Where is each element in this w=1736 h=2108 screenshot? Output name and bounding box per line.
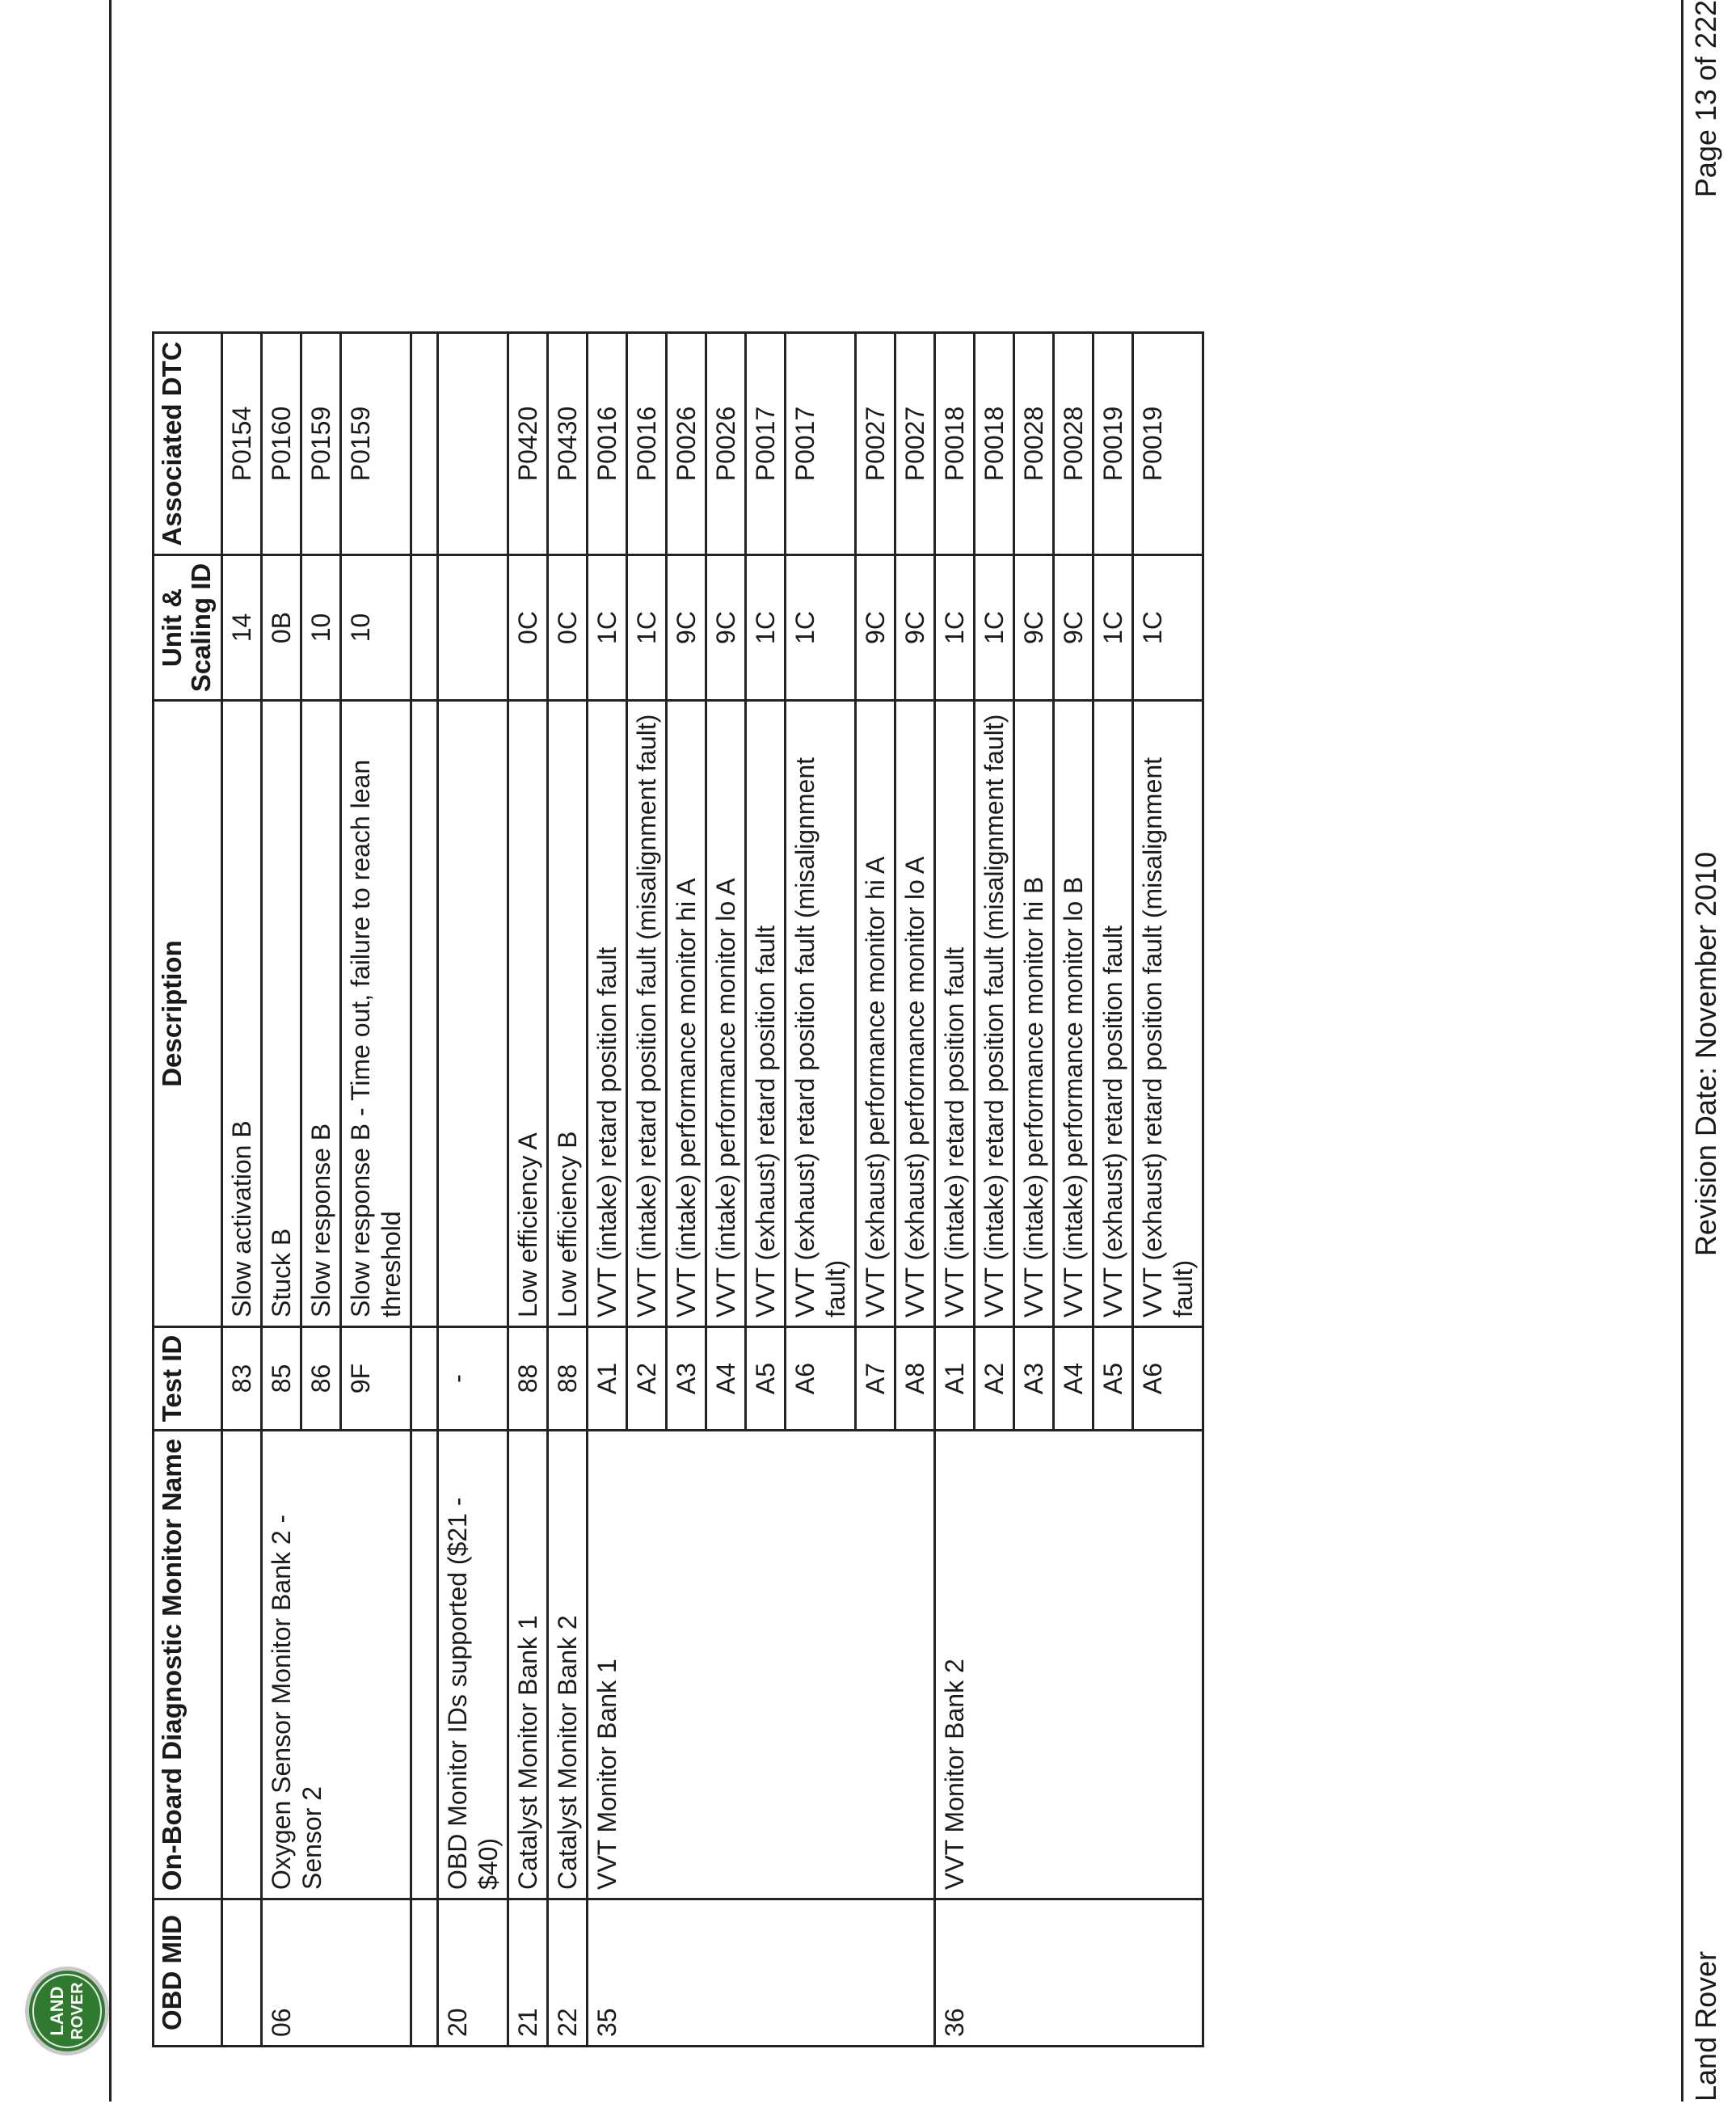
cell-test-id: A5 [1093, 1327, 1133, 1431]
cell-unit: 1C [786, 555, 856, 701]
cell-unit: 9C [1054, 555, 1093, 701]
cell-test-id: A4 [1054, 1327, 1093, 1431]
cell-unit: 9C [667, 555, 706, 701]
cell-dtc: P0026 [667, 333, 706, 555]
cell-unit [438, 555, 508, 701]
cell-dtc: P0430 [548, 333, 588, 555]
header-monitor-name: On-Board Diagnostic Monitor Name [154, 1431, 222, 1899]
table-row [438, 333, 508, 2047]
table-row [548, 333, 588, 2047]
cell-test-id: A8 [895, 1327, 935, 1431]
cell-description: VVT (intake) retard position fault (misalignment fault) [627, 701, 667, 1327]
cell-dtc: P0027 [856, 333, 895, 555]
cell-unit: 10 [341, 555, 411, 701]
cell-description: VVT (intake) performance monitor lo A [706, 701, 746, 1327]
logo-text-line1: LAND [47, 1986, 67, 2036]
cell-unit: 1C [627, 555, 667, 701]
cell-test-id: A5 [746, 1327, 786, 1431]
land-rover-logo [23, 1964, 112, 2058]
cell-mid: 20 [438, 1899, 508, 2047]
cell-test-id: A3 [1014, 1327, 1054, 1431]
cell-test-id: 9F [341, 1327, 411, 1431]
cell-dtc: P0017 [746, 333, 786, 555]
cell-description: Low efficiency B [548, 701, 588, 1327]
cell-description: VVT (exhaust) performance monitor lo A [895, 701, 935, 1327]
cell-mid [222, 1899, 262, 2047]
table-row [262, 333, 301, 2047]
cell-description: VVT (exhaust) performance monitor hi A [856, 701, 895, 1327]
cell-description: VVT (exhaust) retard position fault [1093, 701, 1133, 1327]
cell-unit: 1C [1133, 555, 1203, 701]
cell-test-id: A1 [935, 1327, 975, 1431]
cell-dtc: P0026 [706, 333, 746, 555]
header-test-id: Test ID [154, 1327, 222, 1431]
cell-test-id: 86 [301, 1327, 341, 1431]
cell-dtc: P0019 [1133, 333, 1203, 555]
cell-test-id: A7 [856, 1327, 895, 1431]
cell-dtc: P0017 [786, 333, 856, 555]
cell-dtc: P0016 [588, 333, 627, 555]
logo-text-line2: ROVER [69, 1982, 86, 2040]
cell-unit: 1C [1093, 555, 1133, 701]
table-gap-row [411, 333, 438, 2047]
cell-mid: 36 [935, 1899, 1203, 2047]
cell-test-id: 88 [548, 1327, 588, 1431]
cell-test-id: - [438, 1327, 508, 1431]
cell-test-id: 83 [222, 1327, 262, 1431]
cell-dtc: P0159 [301, 333, 341, 555]
cell-test-id: A2 [627, 1327, 667, 1431]
table-row [508, 333, 548, 2047]
cell-unit: 14 [222, 555, 262, 701]
cell-mid: 21 [508, 1899, 548, 2047]
table-row [588, 333, 627, 2047]
cell-monitor: Catalyst Monitor Bank 2 [548, 1431, 588, 1899]
cell-description: VVT (exhaust) retard position fault [746, 701, 786, 1327]
cell-dtc: P0027 [895, 333, 935, 555]
header-description: Description [154, 701, 222, 1327]
header-associated-dtc: Associated DTC [154, 333, 222, 555]
cell-description: Slow response B [301, 701, 341, 1327]
cell-description: Slow response B - Time out, failure to reach lean threshold [341, 701, 411, 1327]
header-obd-mid: OBD MID [154, 1899, 222, 2047]
cell-mid: 35 [588, 1899, 935, 2047]
cell-test-id: 85 [262, 1327, 301, 1431]
cell-monitor: VVT Monitor Bank 1 [588, 1431, 935, 1899]
cell-test-id: A4 [706, 1327, 746, 1431]
table-header-row [154, 333, 222, 2047]
cell-mid: 06 [262, 1899, 411, 2047]
table-row [222, 333, 262, 2047]
cell-unit: 9C [706, 555, 746, 701]
cell-description: VVT (intake) retard position fault [935, 701, 975, 1327]
cell-mid: 22 [548, 1899, 588, 2047]
cell-unit: 9C [856, 555, 895, 701]
cell-description: VVT (exhaust) retard position fault (misalignment fault) [786, 701, 856, 1327]
cell-dtc [438, 333, 508, 555]
cell-test-id: A2 [975, 1327, 1014, 1431]
footer-revision-date: Revision Date: November 2010 [1689, 851, 1722, 1257]
cell-unit: 1C [975, 555, 1014, 701]
cell-unit: 0C [548, 555, 588, 701]
cell-description: Slow activation B [222, 701, 262, 1327]
cell-unit: 1C [935, 555, 975, 701]
cell-unit: 10 [301, 555, 341, 701]
cell-description [438, 701, 508, 1327]
cell-description: Low efficiency A [508, 701, 548, 1327]
cell-unit: 9C [1014, 555, 1054, 701]
footer-brand: Land Rover [1689, 1950, 1722, 2102]
header-rule [109, 0, 112, 2102]
cell-monitor: VVT Monitor Bank 2 [935, 1431, 1203, 1899]
cell-test-id: A1 [588, 1327, 627, 1431]
footer-page-number: Page 13 of 222 [1689, 0, 1722, 198]
cell-description: VVT (intake) performance monitor lo B [1054, 701, 1093, 1327]
cell-unit: 9C [895, 555, 935, 701]
cell-description: VVT (exhaust) retard position fault (misalignment fault) [1133, 701, 1203, 1327]
cell-dtc: P0018 [935, 333, 975, 555]
obd-monitor-table [152, 331, 1204, 2047]
cell-dtc: P0028 [1014, 333, 1054, 555]
table-row [935, 333, 975, 2047]
cell-description: VVT (intake) retard position fault [588, 701, 627, 1327]
cell-dtc: P0016 [627, 333, 667, 555]
cell-dtc: P0154 [222, 333, 262, 555]
header-unit-scaling: Unit & Scaling ID [154, 555, 222, 701]
cell-unit: 0B [262, 555, 301, 701]
cell-unit: 0C [508, 555, 548, 701]
cell-dtc: P0018 [975, 333, 1014, 555]
cell-dtc: P0028 [1054, 333, 1093, 555]
cell-description: Stuck B [262, 701, 301, 1327]
cell-monitor: OBD Monitor IDs supported ($21 - $40) [438, 1431, 508, 1899]
cell-unit: 1C [746, 555, 786, 701]
cell-dtc: P0159 [341, 333, 411, 555]
cell-dtc: P0420 [508, 333, 548, 555]
cell-test-id: A6 [1133, 1327, 1203, 1431]
cell-dtc: P0160 [262, 333, 301, 555]
footer-rule [1681, 0, 1683, 2102]
cell-test-id: 88 [508, 1327, 548, 1431]
cell-test-id: A6 [786, 1327, 856, 1431]
cell-dtc: P0019 [1093, 333, 1133, 555]
cell-description: VVT (intake) performance monitor hi A [667, 701, 706, 1327]
cell-unit: 1C [588, 555, 627, 701]
cell-monitor [222, 1431, 262, 1899]
cell-test-id: A3 [667, 1327, 706, 1431]
cell-monitor: Catalyst Monitor Bank 1 [508, 1431, 548, 1899]
cell-monitor: Oxygen Sensor Monitor Bank 2 - Sensor 2 [262, 1431, 411, 1899]
cell-description: VVT (intake) retard position fault (misalignment fault) [975, 701, 1014, 1327]
cell-description: VVT (intake) performance monitor hi B [1014, 701, 1054, 1327]
